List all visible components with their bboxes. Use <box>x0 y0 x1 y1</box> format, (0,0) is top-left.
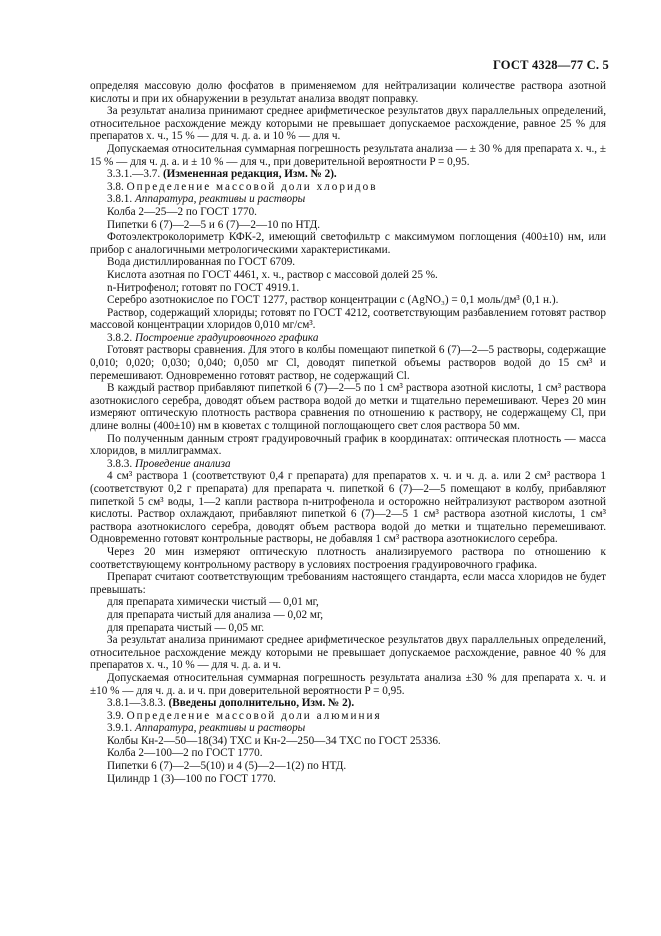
list-item: Колба 2—25—2 по ГОСТ 1770. <box>107 205 257 218</box>
subsection-heading <box>90 332 606 345</box>
paragraph: Препарат считают соответствующим требованиям настоящего стандарта, если масса хлоридов не будет превышать: <box>90 571 606 596</box>
list-item: Колбы Кн-2—50—18(34) ТХС и Кн-2—250—34 ТХС по ГОСТ 25336. <box>107 734 441 747</box>
list-item: Фотоэлектроколориметр КФК-2, имеющий светофильтр с максимумом поглощения (400±10) нм, или прибор с аналогичными метрологическими характеристиками. <box>90 231 606 256</box>
paragraph: По полученным данным строят градуировочный график в координатах: оптическая плотность — масса хлоридов, в миллиграммах. <box>90 432 606 458</box>
paragraph: Допускаемая относительная суммарная погрешность результата анализа ±30 % для препарата х. ч. и ±10 % — для ч. д. а. и ч. при доверительной вероятности P = 0,95. <box>90 671 606 697</box>
section-title: Определение массовой доли алюминия <box>126 709 382 722</box>
clause-number: 3.8.2. <box>107 331 133 344</box>
subsection-title: Проведение анализа <box>134 457 231 470</box>
list-item: Вода дистиллированная по ГОСТ 6709. <box>107 256 296 269</box>
list-item: Пипетки 6 (7)—2—5(10) и 4 (5)—2—1(2) по НТД. <box>107 760 347 773</box>
clause-number: 3.9. <box>107 709 124 722</box>
amendment-text: (Измененная редакция, Изм. № 2). <box>162 168 337 181</box>
list-item: Колба 2—100—2 по ГОСТ 1770. <box>107 747 263 760</box>
amendment-note <box>90 168 606 181</box>
subsection-title: Аппаратура, реактивы и растворы <box>134 722 306 735</box>
paragraph: За результат анализа принимают среднее арифметическое результатов двух параллельных определений, относительное расхождение между которыми не превышает допускаемое расхождение, равное 40 % для препаратов х. ч., 10 % — для ч. д. а. и ч. <box>90 634 606 672</box>
paragraph: определяя массовую долю фосфатов в применяемом для нейтрализации количестве раствора азотной кислоты и при их обнаружении в результат анализа вводят поправку. <box>90 80 606 105</box>
page-header: ГОСТ 4328—77 С. 5 <box>492 58 609 72</box>
paragraph: За результат анализа принимают среднее арифметическое результатов двух параллельных определений, относительное расхождение между которыми не превышает допускаемое расхождение, равное 25 % для препаратов х. ч., 15 % — для ч. д. а. и 10 % — для ч. <box>90 105 606 143</box>
limit-item: для препарата чистый — 0,05 мг. <box>107 621 265 634</box>
document-body <box>90 80 606 785</box>
subsection-title: Аппаратура, реактивы и растворы <box>134 193 306 206</box>
clause-number: 3.8.1—3.8.3. <box>107 697 166 710</box>
paragraph: Готовят растворы сравнения. Для этого в колбы помещают пипеткой 6 (7)—2—5 растворы, содержащие 0,010; 0,020; 0,030; 0,040; 0,050 мг Cl, доводят пипеткой объемы растворов водой до 15 см³ и перемешивают. Одновременно готовят раствор, не содержащий Cl. <box>90 344 606 382</box>
subsection-heading <box>90 193 606 206</box>
list-item: Раствор, содержащий хлориды; готовят по ГОСТ 4212, соответствующим разбавлением готовят раствор массовой концентрации хлоридов 0,010 мг/см³. <box>90 306 606 332</box>
clause-number: 3.8.3. <box>107 457 133 470</box>
paragraph: В каждый раствор прибавляют пипеткой 6 (7)—2—5 по 1 см³ раствора азотной кислоты, 1 см³ раствора азотнокислого серебра, доводят объем раствора водой до метки и тщательно перемешивают. Через 20 мин измеряют оптическую плотность раствора сравнения по отношению к раствору, не содержащему Cl, при длине волны (400±10) нм в кюветах с толщиной поглощающего свет слоя раствора 50 мм. <box>90 382 606 433</box>
list-item: Пипетки 6 (7)—2—5 и 6 (7)—2—10 по НТД. <box>107 218 321 231</box>
paragraph: Допускаемая относительная суммарная погрешность результата анализа — ± 30 % для препарата х. ч., ± 15 % — для ч. д. а. и ± 10 % — для ч., при доверительной вероятности P = 0,95. <box>90 142 606 168</box>
amendment-note <box>90 697 606 710</box>
subsection-heading <box>90 458 606 471</box>
list-item: n-Нитрофенол; готовят по ГОСТ 4919.1. <box>107 281 300 294</box>
section-heading <box>90 710 606 723</box>
list-item: Серебро азотнокислое по ГОСТ 1277, раствор концентрации c (AgNO₃) = 0,1 моль/дм³ (0,1 н.). <box>107 294 559 307</box>
clause-number: 3.3.1.—3.7. <box>107 168 161 181</box>
paragraph: Через 20 мин измеряют оптическую плотность анализируемого раствора по отношению к соответствующему контрольному раствору в условиях построения градуировочного графика. <box>90 545 606 571</box>
limit-item: для препарата чистый для анализа — 0,02 мг, <box>107 608 324 621</box>
list-item: Кислота азотная по ГОСТ 4461, х. ч., раствор с массовой долей 25 %. <box>107 268 438 281</box>
limit-item: для препарата химически чистый — 0,01 мг, <box>107 596 319 609</box>
amendment-text: (Введены дополнительно, Изм. № 2). <box>168 697 355 710</box>
subsection-heading <box>90 722 606 735</box>
section-title: Определение массовой доли хлоридов <box>126 180 378 193</box>
paragraph: 4 см³ раствора 1 (соответствуют 0,4 г препарата) для препаратов х. ч. и ч. д. а. или 2 см³ раствора 1 (соответствуют 0,2 г препарата) для препарата ч. пипеткой 6 (7)—2—5 помещают в колбу, прибавляют пипеткой 5 см³ воды, 1—2 капли раствора n-нитрофенола и осторожно нейтрализуют раствором азотной кислоты. Раствор охлаждают, прибавляют пипеткой 6 (7)—2—5 1 см³ раствора азотной кислоты, 1 см³ раствора азотнокислого серебра, доводят объем раствора водой до метки и тщательно перемешивают. Одновременно готовят контрольные растворы, не добавляя 1 см³ раствора азотнокислого серебра. <box>90 470 606 546</box>
subsection-title: Построение градуировочного графика <box>134 331 319 344</box>
clause-number: 3.8. <box>107 180 124 193</box>
clause-number: 3.9.1. <box>107 722 133 735</box>
clause-number: 3.8.1. <box>107 193 133 206</box>
list-item: Цилиндр 1 (3)—100 по ГОСТ 1770. <box>107 772 276 785</box>
section-heading <box>90 181 606 194</box>
